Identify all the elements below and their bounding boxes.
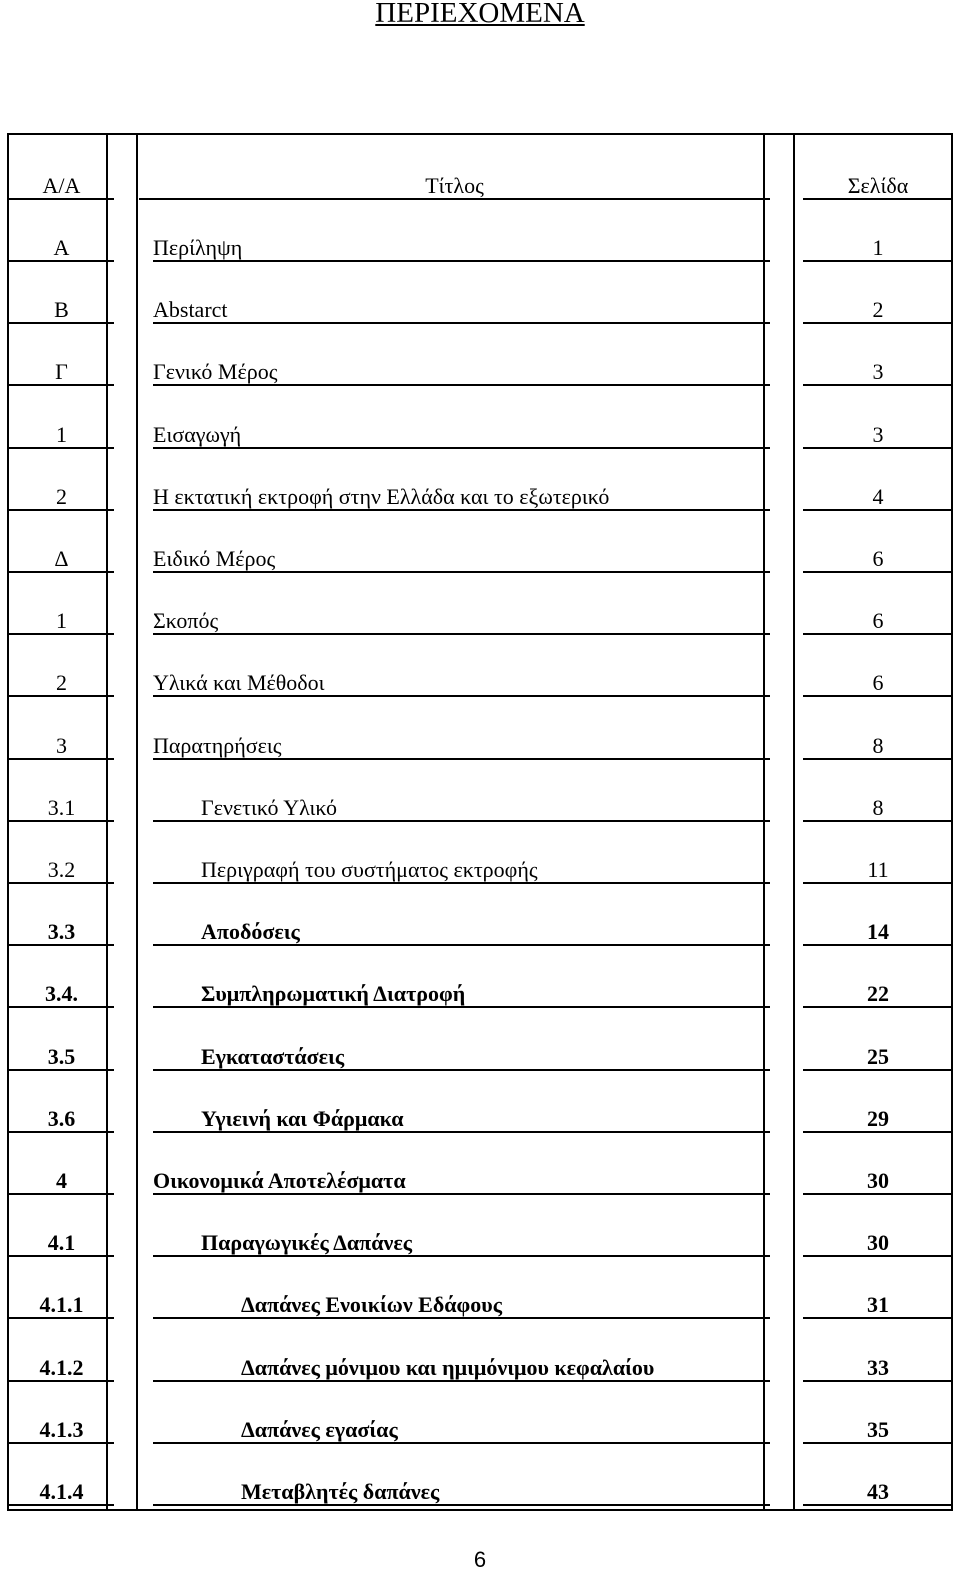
entry-page: 6: [803, 547, 953, 573]
entry-number: 3.3: [9, 920, 114, 946]
entry-page: 30: [803, 1169, 953, 1195]
entry-number: 3.6: [9, 1107, 114, 1133]
toc-row: [9, 943, 953, 1005]
entry-number: Α: [9, 236, 114, 262]
table-bottom-rule: [9, 1509, 951, 1511]
toc-row: [9, 197, 953, 259]
toc-row: [9, 757, 953, 819]
entry-number: 2: [9, 671, 114, 697]
toc-row: [9, 1379, 953, 1441]
toc-row: [9, 384, 953, 446]
page-number: 6: [473, 1547, 487, 1572]
entry-number: Β: [9, 298, 114, 324]
entry-title: Υλικά και Μέθοδοι: [153, 671, 770, 697]
toc-row: [9, 1254, 953, 1316]
entry-page: 14: [803, 920, 953, 946]
entry-number: 4.1: [9, 1231, 114, 1257]
entry-number: 3: [9, 734, 114, 760]
entry-number: 4: [9, 1169, 114, 1195]
entry-title: Εισαγωγή: [153, 423, 770, 449]
toc-row: [9, 321, 953, 383]
toc-row: [9, 695, 953, 757]
entry-title: Abstarct: [153, 298, 770, 324]
entry-number: 4.1.4: [9, 1480, 114, 1506]
entry-page: 43: [803, 1480, 953, 1506]
toc-row: [9, 1441, 953, 1503]
toc-row: [9, 1192, 953, 1254]
entry-title: Δαπάνες Ενοικίων Εδάφους: [153, 1293, 770, 1319]
entry-title: Παραγωγικές Δαπάνες: [153, 1231, 770, 1257]
entry-page: 6: [803, 671, 953, 697]
entry-title: Περίληψη: [153, 236, 770, 262]
toc-row: [9, 632, 953, 694]
entry-title: Σκοπός: [153, 609, 770, 635]
entry-title: Δαπάνες μόνιμου και ημιμόνιμου κεφαλαίου: [153, 1356, 770, 1382]
entry-title: Υγιεινή και Φάρμακα: [153, 1107, 770, 1133]
toc-row: [9, 819, 953, 881]
entry-page: 11: [803, 858, 953, 884]
toc-row: [9, 570, 953, 632]
entry-page: 8: [803, 734, 953, 760]
entry-page: 2: [803, 298, 953, 324]
toc-row: [9, 881, 953, 943]
page-heading: ΠΕΡΙΕΧΟΜΕΝΑ: [375, 0, 585, 29]
entry-page: 8: [803, 796, 953, 822]
entry-page: 3: [803, 360, 953, 386]
toc-row: [9, 1130, 953, 1192]
entry-page: 30: [803, 1231, 953, 1257]
column-header-number: Α/Α: [9, 174, 114, 200]
entry-page: 22: [803, 982, 953, 1008]
entry-page: 1: [803, 236, 953, 262]
entry-title: Γενικό Μέρος: [153, 360, 770, 386]
entry-number: Δ: [9, 547, 114, 573]
entry-title: Ειδικό Μέρος: [153, 547, 770, 573]
toc-row: [9, 508, 953, 570]
entry-title: Αποδόσεις: [153, 920, 770, 946]
entry-title: Εγκαταστάσεις: [153, 1045, 770, 1071]
entry-number: 1: [9, 609, 114, 635]
entry-number: 4.1.1: [9, 1293, 114, 1319]
toc-row: [9, 1317, 953, 1379]
entry-title: Δαπάνες εγασίας: [153, 1418, 770, 1444]
entry-page: 3: [803, 423, 953, 449]
column-header-page: Σελίδα: [803, 174, 953, 200]
entry-number: 3.2: [9, 858, 114, 884]
entry-page: 4: [803, 485, 953, 511]
entry-number: 3.5: [9, 1045, 114, 1071]
toc-row: [9, 446, 953, 508]
entry-number: 4.1.3: [9, 1418, 114, 1444]
entry-title: Συμπληρωματική Διατροφή: [153, 982, 770, 1008]
column-header-title: Τίτλος: [139, 174, 770, 200]
entry-page: 35: [803, 1418, 953, 1444]
entry-title: Μεταβλητές δαπάνες: [153, 1480, 770, 1506]
toc-row: [9, 1006, 953, 1068]
table-of-contents: [7, 133, 953, 1511]
entry-title: Περιγραφή του συστήματος εκτροφής: [153, 858, 770, 884]
entry-page: 6: [803, 609, 953, 635]
entry-page: 31: [803, 1293, 953, 1319]
entry-title: Η εκτατική εκτροφή στην Ελλάδα και το εξωτερικό: [153, 485, 770, 511]
entry-number: 2: [9, 485, 114, 511]
entry-number: 1: [9, 423, 114, 449]
toc-header-row: [9, 135, 953, 197]
entry-title: Παρατηρήσεις: [153, 734, 770, 760]
entry-number: 3.1: [9, 796, 114, 822]
entry-page: 29: [803, 1107, 953, 1133]
entry-number: Γ: [9, 360, 114, 386]
entry-title: Γενετικό Υλικό: [153, 796, 770, 822]
entry-page: 25: [803, 1045, 953, 1071]
entry-number: 4.1.2: [9, 1356, 114, 1382]
entry-page: 33: [803, 1356, 953, 1382]
toc-row: [9, 1068, 953, 1130]
entry-title: Οικονομικά Αποτελέσματα: [153, 1169, 770, 1195]
toc-row: [9, 259, 953, 321]
entry-number: 3.4.: [9, 982, 114, 1008]
